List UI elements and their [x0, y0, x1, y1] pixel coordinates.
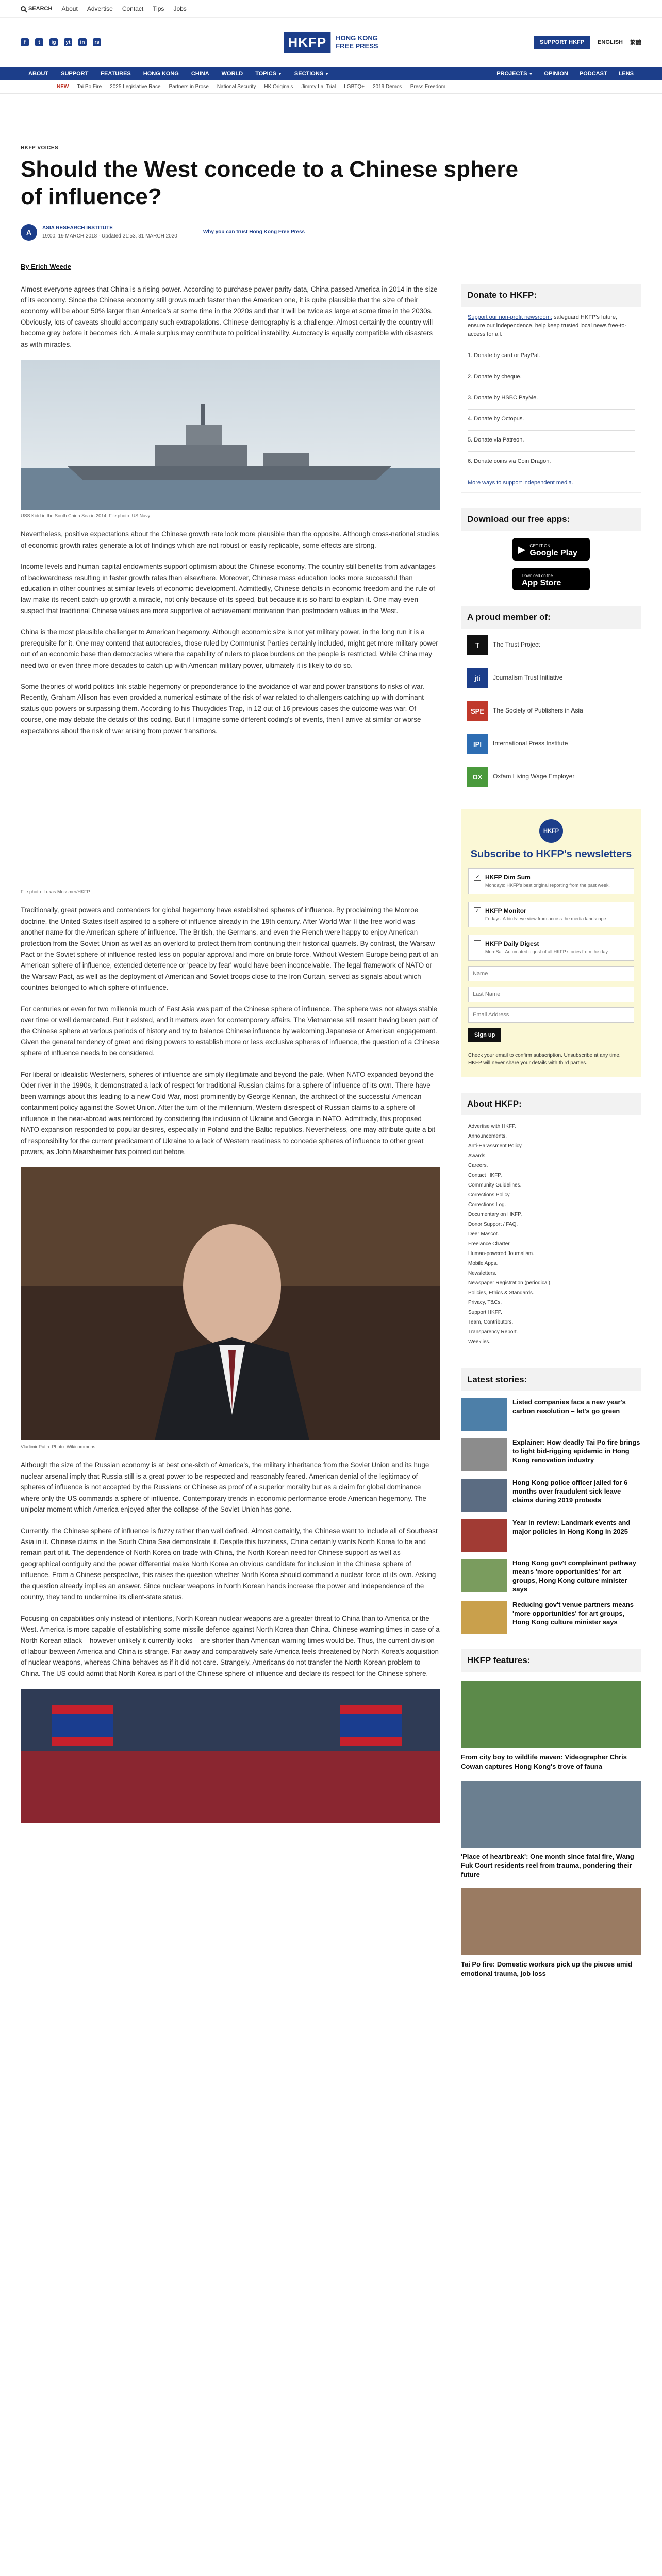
newsletter-option[interactable]: ✓ HKFP Dim Sum Mondays: HKFP's best original reporting from the past week.	[468, 868, 634, 894]
list-item[interactable]: Explainer: How deadly Tai Po fire brings to light bid-rigging epidemic in Hong Kong renovation industry	[461, 1438, 641, 1471]
feature-photo	[461, 1888, 641, 1955]
member-item[interactable]: T The Trust Project	[461, 629, 641, 662]
about-link[interactable]: Support HKFP.	[468, 1309, 502, 1315]
caption: File photo: Lukas Messmer/HKFP.	[21, 889, 91, 895]
trending-item[interactable]: Press Freedom	[410, 84, 446, 90]
support-hkfp-button[interactable]: SUPPORT HKFP	[534, 36, 590, 49]
figure	[21, 1689, 440, 1825]
article-body	[21, 284, 440, 1994]
about-link[interactable]: Corrections Policy.	[468, 1192, 511, 1198]
content-layout	[0, 284, 662, 1994]
about-link[interactable]: Freelance Charter.	[468, 1241, 511, 1247]
trust-link[interactable]: Why you can trust Hong Kong Free Press	[203, 229, 305, 235]
paragraph: Focusing on capabilities only instead of intentions, North Korean nuclear weapons are a greater threat to China than to America or the West. America is more capable of establishing some missile defence against North Korea than China. Chinese warning times in case of a North Korean attack – however unlikely it currently looks – are shorter than American warning times would be. Thus, the current division of labour between America and China is strange. Far away and comparatively safe America feels threatened by North Korea's acquisition of nuclear weapons, whereas China behaves as if it did not care. Strangely, Americans do not transfer the North Korean problem to China. The US could admit that North Korea is part of the Chinese sphere of influence and declare its respect for the Chinese sphere.	[21, 1614, 440, 1677]
top-utility-bar	[0, 0, 662, 18]
about-link[interactable]: Team, Contributors.	[468, 1319, 514, 1325]
article-kicker[interactable]: HKFP VOICES	[21, 145, 59, 151]
about-link[interactable]: Advertise with HKFP.	[468, 1123, 517, 1129]
sopa-logo: SPE	[467, 701, 488, 721]
top-link-tips[interactable]: Tips	[153, 5, 164, 12]
donate-option[interactable]: 2. Donate by cheque.	[468, 367, 635, 388]
about-link[interactable]: Transparency Report.	[468, 1329, 518, 1335]
chevron-down-icon: ▼	[325, 71, 329, 76]
latest-title: Latest stories:	[461, 1368, 641, 1391]
member-item[interactable]: IPI International Press Institute	[461, 727, 641, 760]
donate-option[interactable]: 5. Donate via Patreon.	[468, 430, 635, 451]
feature-photo	[461, 1781, 641, 1848]
figure	[21, 747, 440, 894]
donate-more-link[interactable]: More ways to support independent media.	[468, 480, 573, 486]
member-item[interactable]: SPE The Society of Publishers in Asia	[461, 694, 641, 727]
trending-item[interactable]: Jimmy Lai Trial	[301, 84, 336, 90]
youtube-icon[interactable]: yt	[64, 38, 72, 46]
chevron-down-icon: ▼	[277, 71, 282, 76]
thumbnail	[461, 1438, 507, 1471]
ipi-logo: IPI	[467, 734, 488, 754]
donate-option[interactable]: 3. Donate by HSBC PayMe.	[468, 388, 635, 409]
features-title: HKFP features:	[461, 1649, 641, 1672]
byline	[21, 224, 641, 241]
trending-item[interactable]: National Security	[217, 84, 256, 90]
nav-lens[interactable]: LENS	[618, 71, 634, 77]
top-link-about[interactable]: About	[61, 5, 78, 12]
paragraph: Almost everyone agrees that China is a rising power. According to purchase power parity data, China passed America in 2014 in the size of its economy. Since the Chinese economy still grows much faster than the American one, it is quite plausible that the size of their economy will be about 50% larger than America's at some time in the 2020s and that it will be twice as large at some time in the 2030s. Obviously, lots of caveats should accompany such extrapolations. Chinese demography is a challenge. Almost certainly the country will become grey before it becomes rich. A male surplus may contribute to political instability. Autocracy is equally compatible with disasters as with miracles.	[21, 285, 438, 348]
donate-intro-text: safeguard HKFP's future, ensure our independence, help keep trusted local news free-to-access for all.	[468, 314, 627, 337]
feature-item[interactable]: 'Place of heartbreak': One month since fatal fire, Wang Fuk Court residents reel from trauma, pondering their future	[461, 1781, 641, 1879]
trending-item[interactable]: HK Originals	[264, 84, 293, 90]
app-store-button[interactable]: Download on the App Store	[512, 568, 590, 590]
figure	[21, 360, 440, 518]
paragraph: Income levels and human capital endowments support optimism about the Chinese economy. The country still benefits from advantages of backwardness resulting in faster growth rates than elsewhere. Moreover, Chinese mass education looks more successful than education in other countries at similar levels of economic development. Admittedly, Chinese deficits in economic freedom and the rule of law make its recent catch-up growth a miracle, not only because of its speed, but because it is so hard to explain it. One may even suspect that traditional Chinese values are more supportive of achievement motivation than postmodern values in the West.	[21, 563, 436, 615]
features-widget	[461, 1649, 641, 1978]
twitter-icon[interactable]: t	[35, 38, 43, 46]
google-play-button[interactable]: ▶ GET IT ON Google Play	[512, 538, 590, 561]
paragraph: China is the most plausible challenger to American hegemony. Although economic size is not yet military power, in the long run it is a prerequisite for it. One may contend that autocracies, those ruled by Communist Parties certainly included, might get more military power out of an economic base than democracies where the capability of rulers to place burdens on the people is restricted. While China may need two or even three more decades to catch up with American military power, ultimately it is likely to do so.	[21, 628, 438, 669]
parade-photo	[21, 1689, 440, 1823]
article-header	[0, 145, 662, 249]
about-link[interactable]: Awards.	[468, 1153, 487, 1159]
email-field[interactable]	[468, 1007, 634, 1023]
nav-china[interactable]: CHINA	[191, 71, 209, 77]
list-item[interactable]: Year in review: Landmark events and major policies in Hong Kong in 2025	[461, 1519, 641, 1552]
about-link[interactable]: Anti-Harassment Policy.	[468, 1143, 523, 1149]
checkbox[interactable]: ✓	[474, 874, 481, 881]
about-title: About HKFP:	[461, 1093, 641, 1115]
about-link[interactable]: Human-powered Journalism.	[468, 1250, 534, 1257]
paragraph: For centuries or even for two millennia much of East Asia was part of the Chinese sphere of influence. The sphere was not always stable over time or well demarcated. But it existed, and it matters even for contemporary affairs. The Vietnamese still resent having been part of the Chinese sphere at various periods of history and try to balance Chinese influence by welcoming Japanese or American engagement. Given the general tendency of great and rising powers to establish more or less exclusive spheres of influence, the question of a Chinese sphere of influence needs to be considered.	[21, 1005, 440, 1057]
trending-item[interactable]: 2025 Legislative Race	[110, 84, 161, 90]
newsletter-footnote: Check your email to confirm subscription. Unsubscribe at any time. HKFP will never share your details with third parties.	[468, 1052, 621, 1066]
top-link-advertise[interactable]: Advertise	[87, 5, 113, 12]
paragraph: Nevertheless, positive expectations about the Chinese growth rate look more plausible than the opposite. Although cross-national studies of economic growth rates generate a lot of findings which are not robust or easily replicable, some effects are strong.	[21, 530, 439, 549]
member-item[interactable]: OX Oxfam Living Wage Employer	[461, 760, 641, 793]
trust-project-logo: T	[467, 635, 488, 655]
latest-widget	[461, 1368, 641, 1634]
jti-logo: jti	[467, 668, 488, 688]
donate-option[interactable]: 6. Donate coins via Coin Dragon.	[468, 451, 635, 472]
name-field[interactable]	[468, 966, 634, 981]
nav-features[interactable]: FEATURES	[101, 71, 131, 77]
about-link[interactable]: Careers.	[468, 1162, 488, 1168]
about-link[interactable]: Contact HKFP.	[468, 1172, 502, 1178]
nav-podcast[interactable]: PODCAST	[579, 71, 607, 77]
newsletter-widget	[461, 809, 641, 1077]
about-link[interactable]: Donor Support / FAQ.	[468, 1221, 518, 1227]
nav-about[interactable]: ABOUT	[28, 71, 49, 77]
chevron-down-icon: ▼	[528, 71, 533, 76]
thumbnail	[461, 1519, 507, 1552]
signup-button[interactable]: Sign up	[468, 1028, 501, 1042]
thumbnail	[461, 1398, 507, 1431]
about-list	[461, 1115, 641, 1353]
nav-projects[interactable]: PROJECTS ▼	[496, 71, 533, 77]
search-button[interactable]: SEARCH	[21, 6, 52, 12]
trending-item[interactable]: Partners in Prose	[169, 84, 209, 90]
warship-photo	[21, 360, 440, 510]
donate-widget	[461, 284, 641, 493]
author-org[interactable]: ASIA RESEARCH INSTITUTE	[42, 225, 113, 231]
figure	[21, 1167, 440, 1449]
nav-sections[interactable]: SECTIONS ▼	[294, 71, 329, 77]
trending-item[interactable]: LGBTQ+	[344, 84, 365, 90]
paragraph: For liberal or idealistic Westerners, spheres of influence are simply illegitimate and beyond the pale. When NATO expanded beyond the Oder river in the 1990s, it demonstrated a lack of respect for traditional Russian claims for a sphere of influence of its own. There have been warnings about this leading to a new Cold War, most prominently by George Kennan, the architect of the successful American containment policy against the Soviet Union. After the turn of the millennium, Western disrespect of Russian claims to a sphere of influence in the near-abroad was reinforced by considering the inclusion of Ukraine and Georgia in NATO. Admittedly, this proposed NATO expansion responded to popular desires, especially in Poland and the Baltic republics. Nevertheless, one may attribute quite a bit of responsibility for the current predicament of Ukraine to a lack of Western readiness to concede spheres of influence to other great powers, as John Mearsheimer has pointed out before.	[21, 1070, 436, 1156]
author-link[interactable]: By Erich Weede	[21, 262, 72, 270]
donate-intro-link[interactable]: Support our non-profit newsroom:	[468, 314, 552, 320]
about-link[interactable]: Policies, Ethics & Standards.	[468, 1290, 534, 1296]
nav-world[interactable]: WORLD	[221, 71, 243, 77]
member-title: A proud member of:	[461, 606, 641, 629]
donate-title: Donate to HKFP:	[461, 284, 641, 307]
about-link[interactable]: Newsletters.	[468, 1270, 497, 1276]
checkbox[interactable]	[474, 940, 481, 947]
about-link[interactable]: Corrections Log.	[468, 1201, 506, 1208]
nav-support[interactable]: SUPPORT	[61, 71, 89, 77]
feature-item[interactable]: Tai Po fire: Domestic workers pick up the pieces amid emotional trauma, job loss	[461, 1888, 641, 1978]
putin-photo	[21, 1167, 440, 1440]
trending-label: NEW	[57, 84, 69, 90]
avatar[interactable]: A	[21, 224, 37, 241]
paragraph: Traditionally, great powers and contenders for global hegemony have established spheres of influence. By proclaiming the Monroe doctrine, the United States itself aspired to a sphere of influence already in the 19th century. After World War II the free world was another name for the American sphere of influence. The British, the Germans, and even the French were happy to enjoy American protection from the Soviet Union as well as an overlord to protect them from continuing their historical quarrels. By contrast, the Warsaw Pact or the Soviet sphere of influence rested less on popular approval and more on brute force. Without Western Europe being part of an American sphere of influence, extended deterrence or 'peace by fear' would have been inconceivable. The legal framework of NATO or the Warsaw Pact, as well as the deployment of American and Soviet troops close to the Iron Curtain, served as signals about which countries belonged to which sphere of influence.	[21, 906, 438, 992]
language-english[interactable]: ENGLISH	[598, 39, 623, 45]
play-icon: ▶	[518, 544, 526, 555]
last-name-field[interactable]	[468, 987, 634, 1002]
language-chinese[interactable]: 繁體	[630, 40, 641, 46]
nav-topics[interactable]: TOPICS ▼	[255, 71, 282, 77]
about-widget	[461, 1093, 641, 1353]
nav-opinion[interactable]: OPINION	[544, 71, 568, 77]
member-item[interactable]: jti Journalism Trust Initiative	[461, 662, 641, 694]
top-link-jobs[interactable]: Jobs	[173, 5, 187, 12]
thumbnail	[461, 1479, 507, 1512]
about-link[interactable]: Mobile Apps.	[468, 1260, 498, 1266]
list-item[interactable]: Hong Kong police officer jailed for 6 months over fraudulent sick leave claims during 2019 protests	[461, 1479, 641, 1512]
oxfam-logo: OX	[467, 767, 488, 787]
caption: Vladimir Putin. Photo: Wikicommons.	[21, 1444, 97, 1450]
feature-photo	[461, 1681, 641, 1748]
about-link[interactable]: Documentary on HKFP.	[468, 1211, 522, 1217]
about-link[interactable]: Community Guidelines.	[468, 1182, 522, 1188]
publish-dates: 19:00, 19 MARCH 2018 · Updated 21:53, 31 MARCH 2020	[42, 233, 177, 239]
about-link[interactable]: Deer Mascot.	[468, 1231, 499, 1237]
member-widget	[461, 606, 641, 793]
newsletter-logo: HKFP	[539, 819, 563, 843]
thumbnail	[461, 1559, 507, 1592]
site-logo[interactable]	[284, 32, 378, 53]
apps-widget	[461, 508, 641, 590]
logo-mark: HKFP	[284, 32, 330, 53]
logo-wordmark: HONG KONG FREE PRESS	[336, 34, 378, 50]
page-title: Should the West concede to a Chinese sphere of influence?	[21, 157, 518, 209]
trending-bar	[0, 80, 662, 94]
about-link[interactable]: Announcements.	[468, 1133, 507, 1139]
flag-photo	[21, 747, 440, 886]
instagram-icon[interactable]: ig	[49, 38, 58, 46]
apps-title: Download our free apps:	[461, 508, 641, 531]
rss-icon[interactable]: rs	[93, 38, 101, 46]
linkedin-icon[interactable]: in	[78, 38, 87, 46]
facebook-icon[interactable]: f	[21, 38, 29, 46]
paragraph: Currently, the Chinese sphere of influence is fuzzy rather than well defined. Almost certainly, the Chinese want to include all of Southeast Asia in it. Chinese claims in the South China Sea demonstrate it. Despite this fuzziness, China certainly wants North Korea to be and remain part of it. The dependence of North Korea on trade with China, the North Korean need for Chinese support as well as geographical contiguity and the power differential make North Korea an obvious candidate for inclusion in the Chinese sphere of influence. From a Chinese perspective, this raises the question whether North Korea should command a nuclear force of its own. Asking the question already implies an answer. Since nuclear weapons in North Korean hands increase the power and independence of the country, they tend to undermine its client-state status.	[21, 1527, 438, 1601]
brand-bar	[0, 18, 662, 67]
search-icon	[21, 6, 26, 11]
checkbox[interactable]: ✓	[474, 907, 481, 914]
caption: USS Kidd in the South China Sea in 2014. File photo: US Navy.	[21, 513, 151, 519]
trending-item[interactable]: Tai Po Fire	[77, 84, 102, 90]
about-link[interactable]: Newspaper Registration (periodical).	[468, 1280, 552, 1286]
donate-option[interactable]: 1. Donate by card or PayPal.	[468, 346, 635, 367]
feature-item[interactable]: From city boy to wildlife maven: Videographer Chris Cowan captures Hong Kong's trove of fauna	[461, 1681, 641, 1771]
main-nav	[0, 67, 662, 80]
list-item[interactable]: Listed companies face a new year's carbon resolution – let's go green	[461, 1398, 641, 1431]
social-links	[21, 38, 101, 46]
list-item[interactable]: Hong Kong gov't complainant pathway means 'more opportunities' for art groups, Hong Kong culture minister says	[461, 1559, 641, 1594]
about-link[interactable]: Weeklies.	[468, 1338, 491, 1345]
list-item[interactable]: Reducing gov't venue partners means 'more opportunities' for art groups, Hong Kong culture minister says	[461, 1601, 641, 1634]
top-link-contact[interactable]: Contact	[122, 5, 144, 12]
about-link[interactable]: Privacy, T&Cs.	[468, 1299, 502, 1306]
donate-option[interactable]: 4. Donate by Octopus.	[468, 409, 635, 430]
sidebar	[461, 284, 641, 1994]
newsletter-option[interactable]: ✓ HKFP Monitor Fridays: A birds-eye view from across the media landscape.	[468, 902, 634, 928]
paragraph: Some theories of world politics link stable hegemony or preponderance to the avoidance of war and power transitions to risks of war. Recently, Graham Allison has even provided a numerical estimate of the risk of war related to challengers catching up with dominant status quo powers or surpassing them. According to his Thucydides Trap, in 12 out of 16 previous cases the outcome was war. Of course, one may debate the details of this coding. But if I imagine some different coding's of events, then I arrive at similar or worse expectations about the risk of war arising from power transitions.	[21, 683, 425, 735]
trending-item[interactable]: 2019 Demos	[372, 84, 402, 90]
newsletter-option[interactable]: HKFP Daily Digest Mon-Sat: Automated digest of all HKFP stories from the day.	[468, 935, 634, 961]
nav-hong-kong[interactable]: HONG KONG	[143, 71, 179, 77]
newsletter-title: Subscribe to HKFP's newsletters	[470, 849, 632, 860]
paragraph: Although the size of the Russian economy is at best one-sixth of America's, the military inheritance from the Soviet Union and its huge nuclear arsenal imply that Russia still is a great power to be respected and reasonably feared. American denial of the legitimacy of spheres of influence is not accepted by the Russians or Chinese as proof of a superior morality but as a claim for global dominance where only the US commands a sphere of influence. Contemporary trends in economic performance erode American hegemony. The unipolar moment which America enjoyed after the collapse of the Soviet Union has gone.	[21, 1461, 429, 1514]
thumbnail	[461, 1601, 507, 1634]
